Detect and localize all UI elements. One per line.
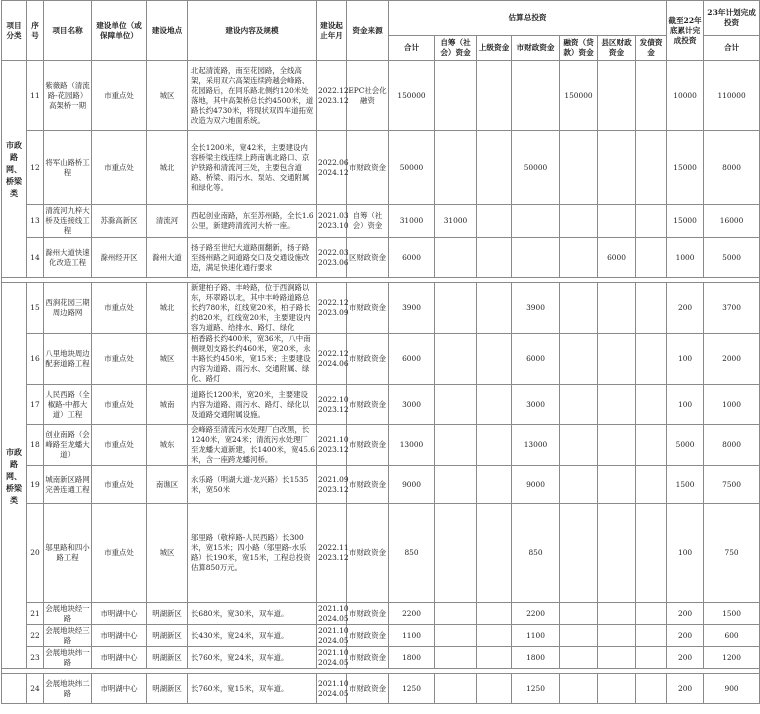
period-cell: 2022.10 2023.12 bbox=[317, 385, 347, 425]
plan-23-cell: 1200 bbox=[704, 647, 760, 669]
financing-cell bbox=[560, 504, 598, 603]
location-cell: 滁州大道 bbox=[147, 238, 188, 278]
cum-22-cell: 15000 bbox=[667, 131, 704, 205]
plan-23-cell: 5000 bbox=[704, 238, 760, 278]
upper-funds-cell bbox=[477, 603, 512, 625]
self-raised-cell bbox=[435, 131, 477, 205]
total-cell: 9000 bbox=[389, 466, 435, 504]
header-name: 项目名称 bbox=[44, 1, 92, 61]
seq-cell: 11 bbox=[27, 61, 44, 131]
self-raised-cell bbox=[435, 625, 477, 647]
plan-23-cell: 3700 bbox=[704, 283, 760, 334]
header-content: 建设内容及规模 bbox=[188, 1, 317, 61]
county-fiscal-cell bbox=[598, 425, 636, 466]
plan-23-cell: 750 bbox=[704, 504, 760, 603]
plan-23-cell: 8000 bbox=[704, 425, 760, 466]
total-cell: 1100 bbox=[389, 625, 435, 647]
fund-source-cell: 市财政资金 bbox=[347, 504, 389, 603]
plan-23-cell: 1500 bbox=[704, 603, 760, 625]
financing-cell bbox=[560, 466, 598, 504]
project-name-cell: 清流河九梓大桥及连接线工程 bbox=[44, 205, 92, 238]
upper-funds-cell bbox=[477, 283, 512, 334]
header-fund-source: 资金来源 bbox=[347, 1, 389, 61]
unit-cell: 市明湖中心 bbox=[92, 625, 147, 647]
table-row bbox=[2, 238, 760, 278]
bond-cell bbox=[636, 466, 667, 504]
seq-cell: 22 bbox=[27, 625, 44, 647]
plan-23-cell: 1000 bbox=[704, 385, 760, 425]
seq-cell: 14 bbox=[27, 238, 44, 278]
city-fiscal-cell: 13000 bbox=[512, 425, 560, 466]
project-name-cell: 会展地块纬二路 bbox=[44, 674, 92, 704]
bond-cell bbox=[636, 205, 667, 238]
seq-cell: 12 bbox=[27, 131, 44, 205]
plan-23-cell: 600 bbox=[704, 625, 760, 647]
county-fiscal-cell bbox=[598, 674, 636, 704]
total-cell: 50000 bbox=[389, 131, 435, 205]
self-raised-cell bbox=[435, 504, 477, 603]
cum-22-cell: 200 bbox=[667, 283, 704, 334]
upper-funds-cell bbox=[477, 131, 512, 205]
fund-source-cell: 市财政资金 bbox=[347, 385, 389, 425]
header-self-raised: 自筹（社会）资金 bbox=[435, 36, 477, 61]
fund-source-cell: 市财政资金 bbox=[347, 647, 389, 669]
unit-cell: 市明湖中心 bbox=[92, 647, 147, 669]
upper-funds-cell bbox=[477, 238, 512, 278]
fund-source-cell: 市财政资金 bbox=[347, 283, 389, 334]
county-fiscal-cell bbox=[598, 131, 636, 205]
county-fiscal-cell bbox=[598, 466, 636, 504]
county-fiscal-cell bbox=[598, 603, 636, 625]
self-raised-cell bbox=[435, 603, 477, 625]
upper-funds-cell bbox=[477, 647, 512, 669]
table-row bbox=[2, 504, 760, 603]
financing-cell bbox=[560, 603, 598, 625]
bond-cell bbox=[636, 603, 667, 625]
financing-cell bbox=[560, 425, 598, 466]
project-name-cell: 滁州大道快速化改造工程 bbox=[44, 238, 92, 278]
self-raised-cell bbox=[435, 61, 477, 131]
unit-cell: 滁州经开区 bbox=[92, 238, 147, 278]
cum-22-cell: 1500 bbox=[667, 466, 704, 504]
city-fiscal-cell: 2200 bbox=[512, 603, 560, 625]
header-unit: 建设单位（或保障单位） bbox=[92, 1, 147, 61]
cum-22-cell: 5000 bbox=[667, 425, 704, 466]
self-raised-cell bbox=[435, 647, 477, 669]
unit-cell: 市重点处 bbox=[92, 466, 147, 504]
upper-funds-cell bbox=[477, 425, 512, 466]
header-cum-22: 截至22年底累计完成投资 bbox=[667, 1, 704, 61]
city-fiscal-cell: 9000 bbox=[512, 466, 560, 504]
self-raised-cell bbox=[435, 385, 477, 425]
bond-cell bbox=[636, 131, 667, 205]
seq-cell: 24 bbox=[27, 674, 44, 704]
fund-source-cell: 市财政资金 bbox=[347, 466, 389, 504]
fund-source-cell: 市财政资金 bbox=[347, 603, 389, 625]
upper-funds-cell bbox=[477, 61, 512, 131]
content-cell: 扬子路至世纪大道路面翻新，扬子路至扬州路之间道路交口及交通设施改造，满足快速化通行要求 bbox=[188, 238, 317, 278]
county-fiscal-cell bbox=[598, 647, 636, 669]
bond-cell bbox=[636, 625, 667, 647]
location-cell: 城区 bbox=[147, 61, 188, 131]
table-row bbox=[2, 131, 760, 205]
period-cell: 2021.03 2023.10 bbox=[317, 205, 347, 238]
investment-table bbox=[1, 0, 760, 704]
city-fiscal-cell bbox=[512, 238, 560, 278]
project-name-cell: 城南新区路网完善连通工程 bbox=[44, 466, 92, 504]
cum-22-cell: 200 bbox=[667, 625, 704, 647]
table-row bbox=[2, 625, 760, 647]
seq-cell: 20 bbox=[27, 504, 44, 603]
seq-cell: 21 bbox=[27, 603, 44, 625]
table-row bbox=[2, 466, 760, 504]
bond-cell bbox=[636, 334, 667, 385]
table-row bbox=[2, 425, 760, 466]
bond-cell bbox=[636, 61, 667, 131]
bond-cell bbox=[636, 647, 667, 669]
project-name-cell: 紫薇路（清流路-花园路）高架桥一期 bbox=[44, 61, 92, 131]
upper-funds-cell bbox=[477, 504, 512, 603]
county-fiscal-cell bbox=[598, 205, 636, 238]
content-cell: 北起清流路，南至花园路，全线高架，采用双六高架连续跨越会峰路、花园路后，在同乐路北侧约120米处落地，其中高架桥总长约4500米，道路长约4730米，将现状双四车道拓宽改造为双六地面系统。 bbox=[188, 61, 317, 131]
upper-funds-cell bbox=[477, 466, 512, 504]
location-cell: 城南 bbox=[147, 385, 188, 425]
period-cell: 2022.03 2023.06 bbox=[317, 238, 347, 278]
unit-cell: 市重点处 bbox=[92, 334, 147, 385]
period-cell: 2022.12 2024.06 bbox=[317, 334, 347, 385]
period-cell: 2021.10 2024.05 bbox=[318, 603, 349, 623]
total-cell: 2200 bbox=[389, 603, 435, 625]
upper-funds-cell bbox=[477, 674, 512, 704]
period-cell: 2022.06 2024.12 bbox=[317, 131, 347, 205]
location-cell: 城区 bbox=[147, 334, 188, 385]
fund-source-cell: 区财政资金 bbox=[347, 238, 389, 278]
location-cell: 明湖新区 bbox=[147, 647, 188, 669]
unit-cell: 市明湖中心 bbox=[92, 603, 147, 625]
location-cell: 清流河 bbox=[147, 205, 188, 238]
cum-22-cell: 100 bbox=[667, 385, 704, 425]
bond-cell bbox=[636, 385, 667, 425]
content-cell: 道路长1200米，宽20米，主要建设内容为道路、雨污水、路灯、绿化以及道路交通附属设施。 bbox=[188, 385, 317, 425]
location-cell: 城北 bbox=[147, 131, 188, 205]
city-fiscal-cell: 3900 bbox=[512, 283, 560, 334]
cum-22-cell: 200 bbox=[667, 674, 704, 704]
cum-22-cell: 100 bbox=[667, 334, 704, 385]
seq-cell: 18 bbox=[27, 425, 44, 466]
upper-funds-cell bbox=[477, 334, 512, 385]
location-cell: 明湖新区 bbox=[147, 674, 188, 704]
content-cell: 永乐路（明湖大道-龙兴路）长1535米，宽50米 bbox=[188, 466, 317, 504]
cum-22-cell: 200 bbox=[667, 603, 704, 625]
project-name-cell: 八里地块周边配套道路工程 bbox=[44, 334, 92, 385]
header-period: 建设起止年月 bbox=[317, 1, 347, 61]
content-cell: 全长1200米，宽42米，主要建设内容桥梁主线连续上跨南谯北路口、京沪铁路和清流河三处，主要包含道路、桥梁、雨污水、泵站、交通附属和绿化等。 bbox=[188, 131, 317, 205]
self-raised-cell bbox=[435, 466, 477, 504]
seq-cell: 16 bbox=[27, 334, 44, 385]
city-fiscal-cell: 3000 bbox=[512, 385, 560, 425]
county-fiscal-cell bbox=[598, 334, 636, 385]
fund-source-cell: 市财政资金 bbox=[347, 131, 389, 205]
total-cell: 1250 bbox=[389, 674, 435, 704]
total-cell: 150000 bbox=[389, 61, 435, 131]
self-raised-cell bbox=[435, 425, 477, 466]
period-cell: 2021.10 2023.12 bbox=[317, 425, 347, 466]
content-cell: 新建柏子路、丰岭路，位于西涧路以东，环翠路以北，其中丰岭路道路总长约780米，红线宽20米，柏子路长约820米，红线宽20米，主要建设内容为道路、给排水、路灯、绿化 bbox=[188, 283, 317, 334]
location-cell: 城北 bbox=[147, 283, 188, 334]
bond-cell bbox=[636, 425, 667, 466]
fund-source-cell: EPC社会化融资 bbox=[347, 61, 389, 131]
content-cell: 邬里路（敬梓路-人民西路）长300米，宽15米；四小路（邬里路-水乐路）长190米，宽15米，工程总投资估算850万元。 bbox=[188, 504, 317, 603]
header-est-total: 估算总投资 bbox=[389, 1, 667, 36]
unit-cell: 市重点处 bbox=[92, 425, 147, 466]
location-cell: 城区 bbox=[147, 504, 188, 603]
fund-source-cell: 市财政资金 bbox=[347, 674, 389, 704]
cum-22-cell: 200 bbox=[667, 647, 704, 669]
header-upper-funds: 上级资金 bbox=[477, 36, 512, 61]
category-cell bbox=[2, 674, 27, 704]
period-cell: 2022.11 2023.12 bbox=[317, 504, 347, 603]
fund-source-cell: 市财政资金 bbox=[347, 334, 389, 385]
financing-cell bbox=[560, 647, 598, 669]
county-fiscal-cell bbox=[598, 504, 636, 603]
plan-23-cell: 110000 bbox=[704, 61, 760, 131]
financing-cell bbox=[560, 674, 598, 704]
unit-cell: 市重点处 bbox=[92, 61, 147, 131]
content-cell: 长680米，宽30米，双车道。 bbox=[188, 603, 317, 625]
bond-cell bbox=[636, 674, 667, 704]
financing-cell bbox=[560, 238, 598, 278]
header-financing: 融资（贷款）资金 bbox=[560, 36, 598, 61]
plan-23-cell: 900 bbox=[704, 674, 760, 704]
cum-22-cell: 1000 bbox=[667, 238, 704, 278]
total-cell: 6000 bbox=[389, 334, 435, 385]
header-plan-total: 合计 bbox=[704, 36, 760, 61]
location-cell: 明湖新区 bbox=[147, 625, 188, 647]
self-raised-cell bbox=[435, 674, 477, 704]
city-fiscal-cell: 1800 bbox=[512, 647, 560, 669]
county-fiscal-cell: 6000 bbox=[598, 238, 636, 278]
city-fiscal-cell: 6000 bbox=[512, 334, 560, 385]
upper-funds-cell bbox=[477, 205, 512, 238]
location-cell: 南谯区 bbox=[147, 466, 188, 504]
project-name-cell: 将军山路桥工程 bbox=[44, 131, 92, 205]
fund-source-cell: 市财政资金 bbox=[347, 425, 389, 466]
seq-cell: 17 bbox=[27, 385, 44, 425]
upper-funds-cell bbox=[477, 625, 512, 647]
fund-source-cell: 自筹（社会）资金 bbox=[347, 205, 389, 238]
plan-23-cell: 8000 bbox=[704, 131, 760, 205]
location-cell: 明湖新区 bbox=[147, 603, 188, 625]
county-fiscal-cell bbox=[598, 61, 636, 131]
project-name-cell: 创业南路（会峰路至龙蟠大道） bbox=[44, 425, 92, 466]
self-raised-cell bbox=[435, 283, 477, 334]
county-fiscal-cell bbox=[598, 283, 636, 334]
bond-cell bbox=[636, 238, 667, 278]
unit-cell: 苏滁高新区 bbox=[92, 205, 147, 238]
unit-cell: 市重点处 bbox=[92, 504, 147, 603]
city-fiscal-cell: 850 bbox=[512, 504, 560, 603]
period-cell: 2021.10 2024.05 bbox=[318, 647, 349, 667]
city-fiscal-cell: 50000 bbox=[512, 131, 560, 205]
content-cell: 长760米，宽15米，双车道。 bbox=[188, 674, 317, 704]
total-cell: 3900 bbox=[389, 283, 435, 334]
self-raised-cell bbox=[435, 334, 477, 385]
financing-cell bbox=[560, 385, 598, 425]
header-seq: 序号 bbox=[27, 1, 44, 61]
period-cell: 2021.10 2024.05 bbox=[318, 625, 349, 645]
content-cell: 栢香路长约400米，宽36米，八中南侧规划支路长约460米，宽20米，永丰路长约450米，宽15米；主要建设内容为道路、雨污水、交通附属、绿化、路灯 bbox=[188, 334, 317, 385]
seq-cell: 19 bbox=[27, 466, 44, 504]
period-cell: 2022.12 2023.09 bbox=[317, 283, 347, 334]
project-name-cell: 邬里路和四小路工程 bbox=[44, 504, 92, 603]
period-cell: 2021.09 2023.12 bbox=[317, 466, 347, 504]
bond-cell bbox=[636, 504, 667, 603]
table-row bbox=[2, 385, 760, 425]
upper-funds-cell bbox=[477, 385, 512, 425]
header-total: 合计 bbox=[389, 36, 435, 61]
header-location: 建设地点 bbox=[147, 1, 188, 61]
total-cell: 3000 bbox=[389, 385, 435, 425]
cum-22-cell: 100 bbox=[667, 504, 704, 603]
total-cell: 1800 bbox=[389, 647, 435, 669]
financing-cell bbox=[560, 625, 598, 647]
city-fiscal-cell: 1100 bbox=[512, 625, 560, 647]
plan-23-cell: 2000 bbox=[704, 334, 760, 385]
total-cell: 13000 bbox=[389, 425, 435, 466]
fund-source-cell: 市财政资金 bbox=[347, 625, 389, 647]
unit-cell: 市重点处 bbox=[92, 385, 147, 425]
seq-cell: 23 bbox=[27, 647, 44, 669]
table-row bbox=[2, 647, 760, 669]
county-fiscal-cell bbox=[598, 625, 636, 647]
self-raised-cell: 31000 bbox=[435, 205, 477, 238]
seq-cell: 13 bbox=[27, 205, 44, 238]
project-name-cell: 会展地块纬一路 bbox=[45, 647, 90, 667]
project-name-cell: 人民西路（全椒路-中都大道）工程 bbox=[44, 385, 92, 425]
total-cell: 850 bbox=[389, 504, 435, 603]
table-row bbox=[2, 334, 760, 385]
table-row bbox=[2, 61, 760, 131]
header-county-fiscal: 县区财政资金 bbox=[598, 36, 636, 61]
table-row bbox=[2, 674, 760, 704]
city-fiscal-cell bbox=[512, 205, 560, 238]
financing-cell bbox=[560, 283, 598, 334]
financing-cell bbox=[560, 205, 598, 238]
city-fiscal-cell bbox=[512, 61, 560, 131]
content-cell: 会峰路至清流污水处理厂白改黑，长1240米，宽24米；清流污水处理厂至龙蟠大道新建，长1400米，宽45.6米，含一座跨龙蟠河桥。 bbox=[188, 425, 317, 466]
project-name-cell: 西涧花园三期周边路网 bbox=[44, 283, 92, 334]
category-cell: 市政路网、桥梁类 bbox=[2, 283, 27, 669]
location-cell: 城东 bbox=[147, 425, 188, 466]
header-plan-23: 23年计划完成投资 bbox=[704, 1, 760, 36]
table-row bbox=[2, 205, 760, 238]
header-category: 项目分类 bbox=[2, 1, 27, 61]
financing-cell: 150000 bbox=[560, 61, 598, 131]
content-cell: 长430米，宽24米，双车道。 bbox=[188, 625, 317, 647]
cum-22-cell: 10000 bbox=[667, 61, 704, 131]
total-cell: 31000 bbox=[389, 205, 435, 238]
category-cell: 市政路网、桥梁类 bbox=[2, 61, 27, 278]
header-city-fiscal: 市财政资金 bbox=[512, 36, 560, 61]
unit-cell: 市重点处 bbox=[92, 283, 147, 334]
bond-cell bbox=[636, 283, 667, 334]
self-raised-cell bbox=[435, 238, 477, 278]
content-cell: 西起创业南路，东至苏州路，全长1.6公里，新建跨清流河大桥一座。 bbox=[188, 205, 317, 238]
seq-cell: 15 bbox=[27, 283, 44, 334]
financing-cell bbox=[560, 334, 598, 385]
total-cell: 6000 bbox=[389, 238, 435, 278]
unit-cell: 市明湖中心 bbox=[92, 674, 147, 704]
content-cell: 长760米，宽24米，双车道。 bbox=[188, 647, 317, 669]
unit-cell: 市重点处 bbox=[92, 131, 147, 205]
table-row bbox=[2, 283, 760, 334]
header-bond: 发债资金 bbox=[636, 36, 667, 61]
period-cell: 2021.10 2024.05 bbox=[317, 674, 347, 704]
cum-22-cell: 15000 bbox=[667, 205, 704, 238]
table-row bbox=[2, 603, 760, 625]
period-cell: 2022.12 2023.12 bbox=[317, 61, 347, 131]
plan-23-cell: 16000 bbox=[704, 205, 760, 238]
project-name-cell: 会展地块经三路 bbox=[45, 625, 90, 645]
project-name-cell: 会展地块经一路 bbox=[45, 603, 90, 623]
county-fiscal-cell bbox=[598, 385, 636, 425]
plan-23-cell: 7500 bbox=[704, 466, 760, 504]
city-fiscal-cell: 1250 bbox=[512, 674, 560, 704]
financing-cell bbox=[560, 131, 598, 205]
